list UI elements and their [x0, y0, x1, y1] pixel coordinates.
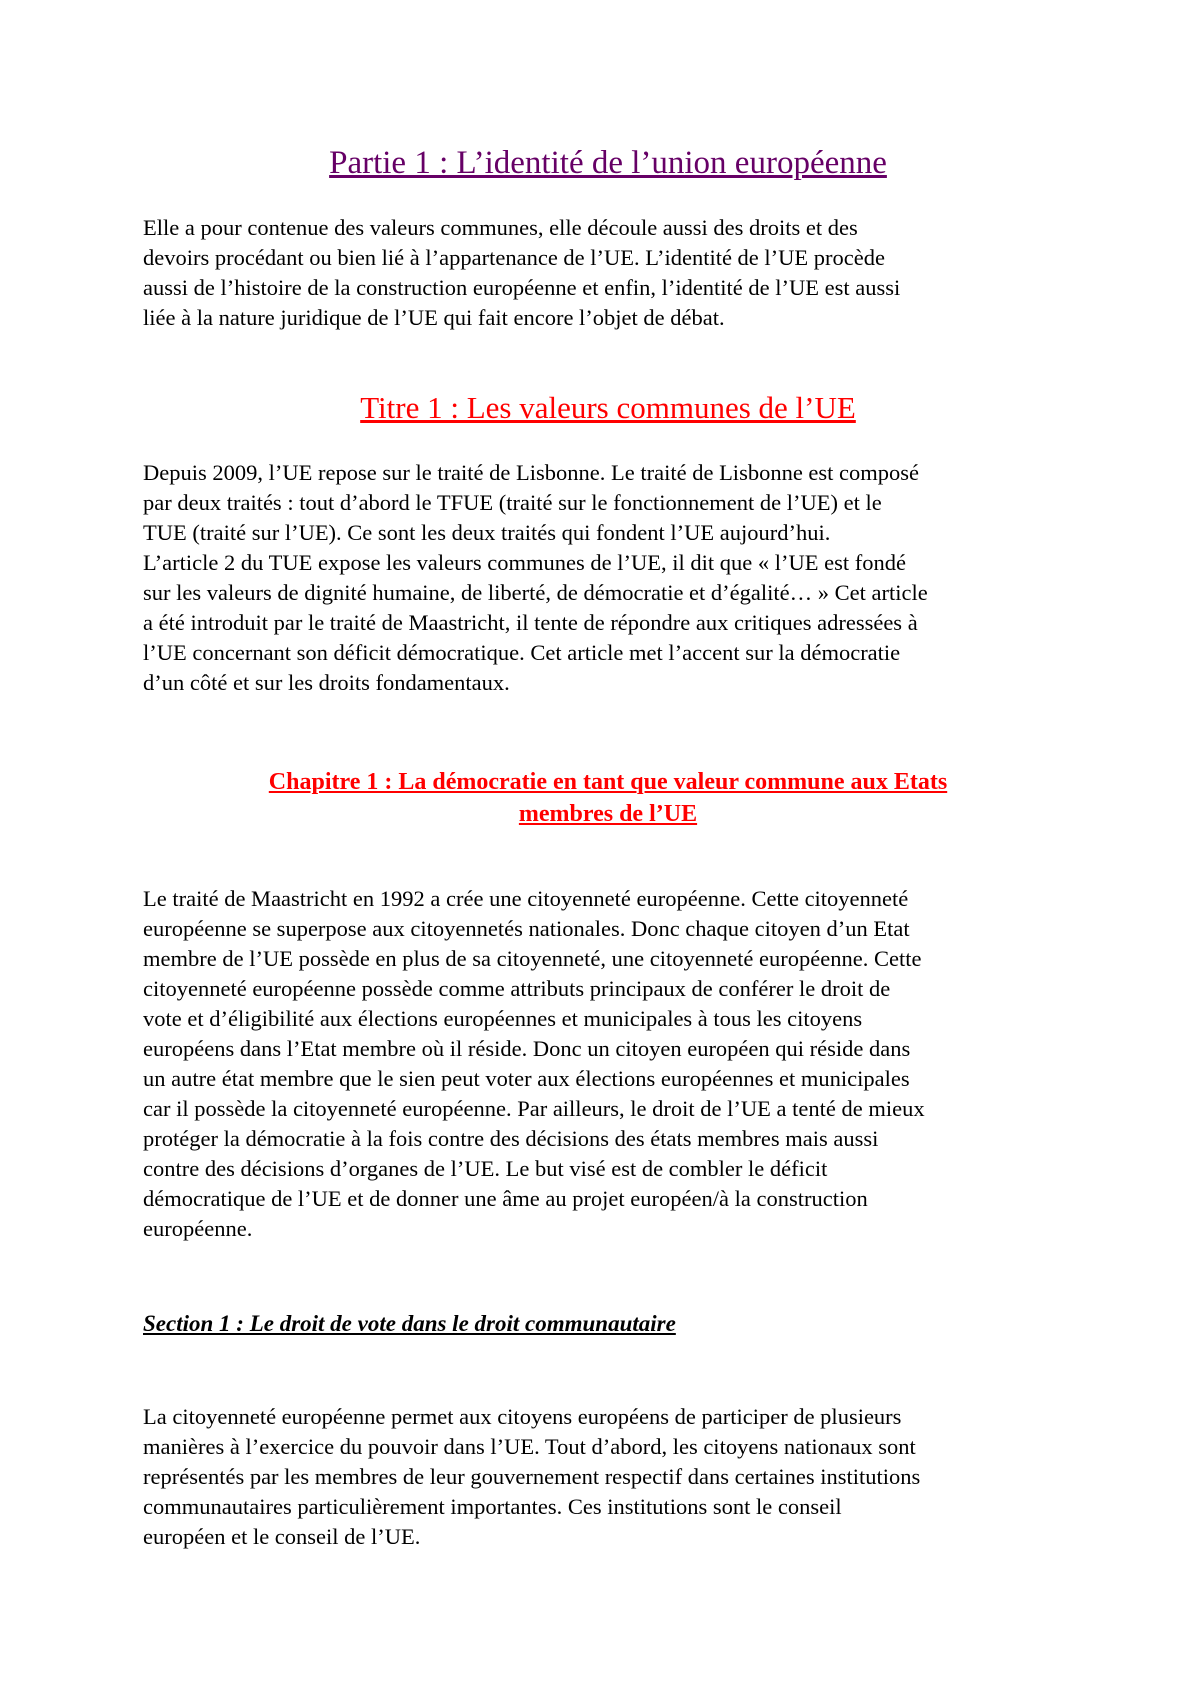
paragraph-line: européenne se superpose aux citoyennetés nationales. Donc chaque citoyen d’un Etat	[143, 916, 910, 941]
maastricht-paragraph	[143, 884, 1073, 1244]
paragraph-line: contre des décisions d’organes de l’UE. Le but visé est de combler le déficit	[143, 1156, 828, 1181]
paragraph-line: L’article 2 du TUE expose les valeurs communes de l’UE, il dit que « l’UE est fondé	[143, 550, 906, 575]
paragraph-line: sur les valeurs de dignité humaine, de liberté, de démocratie et d’égalité… » Cet article	[143, 580, 928, 605]
paragraph-line: protéger la démocratie à la fois contre des décisions des états membres mais aussi	[143, 1126, 879, 1151]
paragraph-line: manières à l’exercice du pouvoir dans l’UE. Tout d’abord, les citoyens nationaux sont	[143, 1434, 916, 1459]
chapitre-title-line: membres de l’UE	[518, 801, 698, 827]
paragraph-line: TUE (traité sur l’UE). Ce sont les deux traités qui fondent l’UE aujourd’hui.	[143, 520, 831, 545]
paragraph-line: vote et d’éligibilité aux élections européennes et municipales à tous les citoyens	[143, 1006, 863, 1031]
paragraph-line: européens dans l’Etat membre où il réside. Donc un citoyen européen qui réside dans	[143, 1036, 911, 1061]
intro-paragraph	[143, 213, 1073, 333]
paragraph-line: a été introduit par le traité de Maastricht, il tente de répondre aux critiques adressées à	[143, 610, 918, 635]
paragraph-line: La citoyenneté européenne permet aux citoyens européens de participer de plusieurs	[143, 1404, 902, 1429]
paragraph-line: communautaires particulièrement importantes. Ces institutions sont le conseil	[143, 1494, 842, 1519]
paragraph-line: devoirs procédant ou bien lié à l’appartenance de l’UE. L’identité de l’UE procède	[143, 245, 885, 270]
paragraph-line: représentés par les membres de leur gouvernement respectif dans certaines institutions	[143, 1464, 921, 1489]
paragraph-line: européenne.	[143, 1216, 253, 1241]
citoyennete-paragraph	[143, 1402, 1073, 1552]
chapitre-title	[143, 766, 1073, 830]
paragraph-line: Le traité de Maastricht en 1992 a crée une citoyenneté européenne. Cette citoyenneté	[143, 886, 909, 911]
paragraph-line: car il possède la citoyenneté européenne. Par ailleurs, le droit de l’UE a tenté de mieux	[143, 1096, 925, 1121]
paragraph-line: un autre état membre que le sien peut voter aux élections européennes et municipales	[143, 1066, 910, 1091]
paragraph-line: Elle a pour contenue des valeurs communes, elle découle aussi des droits et des	[143, 215, 858, 240]
paragraph-line: l’UE concernant son déficit démocratique. Cet article met l’accent sur la démocratie	[143, 640, 901, 665]
paragraph-line: par deux traités : tout d’abord le TFUE (traité sur le fonctionnement de l’UE) et le	[143, 490, 882, 515]
paragraph-line: Depuis 2009, l’UE repose sur le traité de Lisbonne. Le traité de Lisbonne est composé	[143, 460, 920, 485]
partie-title: Partie 1 : L’identité de l’union européenne	[329, 145, 887, 181]
paragraph-line: européen et le conseil de l’UE.	[143, 1524, 421, 1549]
paragraph-line: aussi de l’histoire de la construction européenne et enfin, l’identité de l’UE est aussi	[143, 275, 901, 300]
paragraph-line: démocratique de l’UE et de donner une âme au projet européen/à la construction	[143, 1186, 868, 1211]
paragraph-line: citoyenneté européenne possède comme attributs principaux de conférer le droit de	[143, 976, 891, 1001]
paragraph-line: d’un côté et sur les droits fondamentaux.	[143, 670, 510, 695]
lisbonne-paragraph	[143, 458, 1073, 698]
paragraph-line: liée à la nature juridique de l’UE qui fait encore l’objet de débat.	[143, 305, 725, 330]
titre-title: Titre 1 : Les valeurs communes de l’UE	[360, 390, 856, 425]
section-title: Section 1 : Le droit de vote dans le droit communautaire	[143, 1311, 676, 1336]
paragraph-line: membre de l’UE possède en plus de sa citoyenneté, une citoyenneté européenne. Cette	[143, 946, 922, 971]
chapitre-title-line: Chapitre 1 : La démocratie en tant que valeur commune aux Etats	[268, 769, 948, 795]
